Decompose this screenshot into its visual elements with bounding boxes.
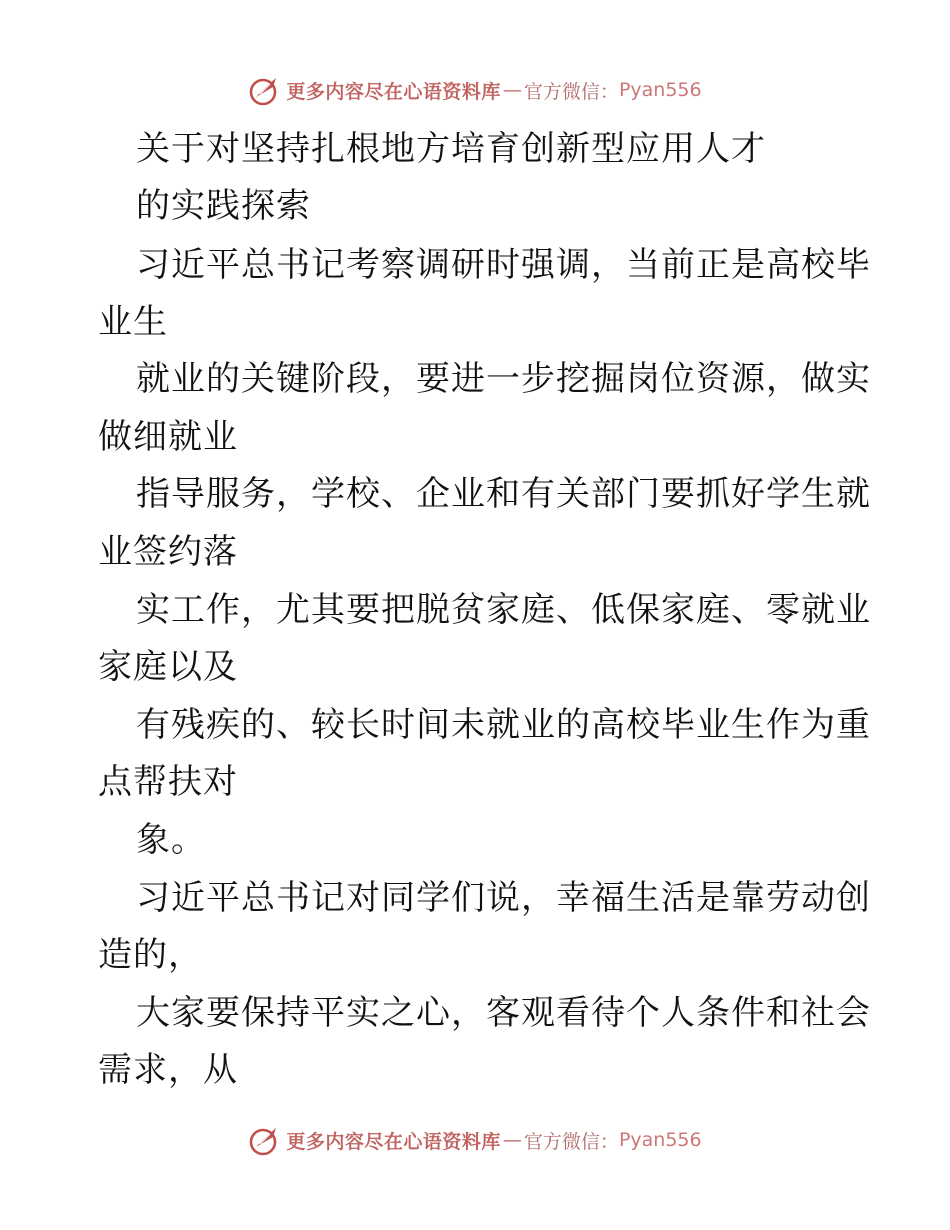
doc-line: 习近平总书记考察调研时强调，当前正是高校毕 xyxy=(136,245,871,285)
doc-line: 就业的关键阶段，要进一步挖掘岗位资源，做实 xyxy=(136,359,871,399)
doc-line: 象。 xyxy=(136,820,206,860)
doc-line: 习近平总书记对同学们说，幸福生活是靠劳动创 xyxy=(136,878,871,918)
watermark-main-text: 更多内容尽在心语资料库 xyxy=(286,80,501,103)
watermark-label: 官方微信： xyxy=(523,1130,619,1153)
doc-line: 业签约落 xyxy=(98,532,238,572)
watermark-wechat-id: Pyan556 xyxy=(618,79,702,101)
doc-line: 实工作，尤其要把脱贫家庭、低保家庭、零就业 xyxy=(136,590,871,630)
doc-line: 业生 xyxy=(98,302,168,342)
doc-line: 指导服务，学校、企业和有关部门要抓好学生就 xyxy=(136,474,871,514)
doc-title-line-2: 的实践探索 xyxy=(136,186,311,226)
doc-line: 家庭以及 xyxy=(98,647,238,687)
doc-line: 有残疾的、较长时间未就业的高校毕业生作为重 xyxy=(136,705,871,745)
doc-line: 造的， xyxy=(98,935,203,975)
watermark-label: 官方微信： xyxy=(523,80,619,103)
watermark-wechat-id: Pyan556 xyxy=(618,1129,702,1151)
footer-watermark xyxy=(0,1122,950,1158)
doc-line: 做细就业 xyxy=(98,417,238,457)
doc-line: 大家要保持平实之心，客观看待个人条件和社会 xyxy=(136,993,871,1033)
watermark-dash: — xyxy=(502,79,522,101)
watermark-dash: — xyxy=(502,1129,522,1151)
doc-line: 需求，从 xyxy=(98,1050,238,1090)
doc-title-line-1: 关于对坚持扎根地方培育创新型应用人才 xyxy=(136,129,766,169)
watermark-main-text: 更多内容尽在心语资料库 xyxy=(286,1130,501,1153)
doc-line: 点帮扶对 xyxy=(98,762,238,802)
quill-logo-icon xyxy=(248,1123,282,1157)
